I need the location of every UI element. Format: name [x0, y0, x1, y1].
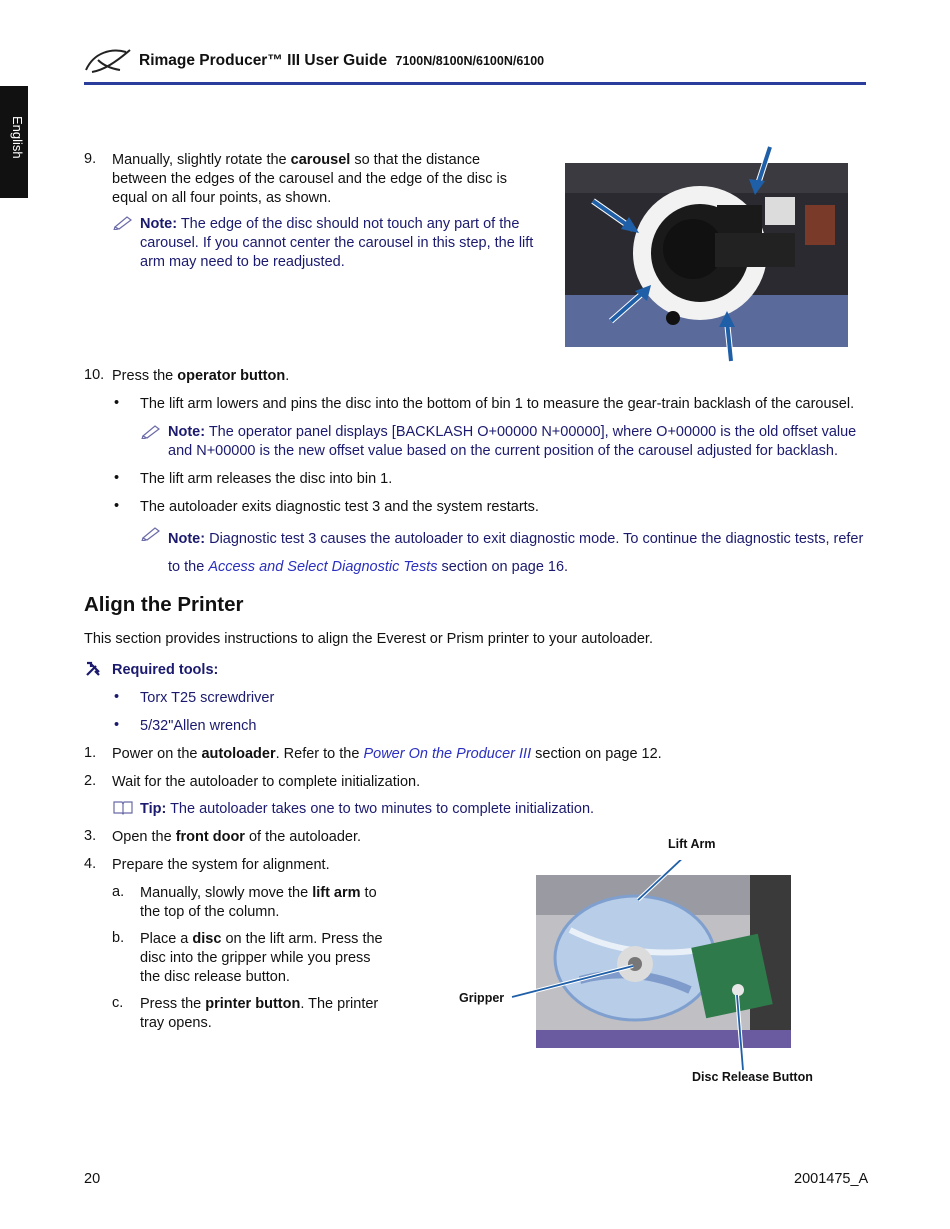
header-models: 7100N/8100N/6100N/6100 [395, 54, 545, 68]
header-title: Rimage Producer™ III User Guide 7100N/8100N/6100N/6100 [139, 52, 545, 69]
pencil-icon [141, 525, 161, 541]
note-diagnostic-exit: Note: Diagnostic test 3 causes the autoloader to exit diagnostic mode. To continue the diagnostic tests, refer to the Access and Select Diagnostic Tests section on page 16. [168, 531, 864, 575]
tip-initialization: Tip: The autoloader takes one to two minutes to complete initialization. [140, 801, 595, 817]
note-backlash: Note: The operator panel displays [BACKLASH O+00000 N+00000], where O+00000 is the old offset value and N+00000 is the new offset value based on the current position of the carousel adjusted for backlash. [168, 424, 857, 459]
bullet: • [114, 498, 120, 514]
note-step-9: Note: The edge of the disc should not touch any part of the carousel. If you cannot center the carousel in this step, the lift arm may need to be readjusted. [140, 216, 534, 270]
substep-letter: c. [112, 995, 124, 1011]
section-heading: Align the Printer [84, 593, 244, 616]
required-tools-label: Required tools: [112, 662, 219, 678]
bullet: • [114, 395, 120, 411]
step-number: 3. [84, 828, 97, 844]
step-2-text: Wait for the autoloader to complete initialization. [112, 774, 421, 790]
language-tab [0, 86, 28, 198]
step-number: 4. [84, 856, 97, 872]
substep-letter: a. [112, 884, 125, 900]
book-icon [113, 799, 133, 815]
bullet: • [114, 689, 120, 705]
callout-disc-release-button: Disc Release Button [692, 1070, 813, 1084]
callout-gripper: Gripper [459, 991, 505, 1005]
callout-lift-arm: Lift Arm [668, 837, 716, 851]
tools-icon [84, 660, 102, 678]
bullet: • [114, 717, 120, 733]
tool-item: Torx T25 screwdriver [140, 690, 275, 706]
section-intro: This section provides instructions to align the Everest or Prism printer to your autoloader. [84, 631, 653, 647]
access-diagnostic-link[interactable]: Access and Select Diagnostic Tests [208, 559, 438, 575]
document-number: 2001475_A [794, 1171, 869, 1187]
page-number: 20 [84, 1171, 101, 1187]
step-10-text: Press the operator button. [112, 368, 290, 384]
carousel-photo [565, 145, 855, 363]
bullet: • [114, 470, 120, 486]
step-number: 9. [84, 151, 97, 167]
step-9-text: Manually, slightly rotate the carousel so that the distance between the edges of the carousel and the edge of the disc is equal on all four points, as shown. [112, 152, 507, 206]
pencil-icon [113, 214, 133, 230]
language-tab-label: English [10, 116, 25, 159]
substep-letter: b. [112, 930, 125, 946]
substep-a-text: Manually, slowly move the lift arm to the top of the column. [140, 885, 377, 920]
step-number: 10. [84, 367, 105, 383]
step-4-text: Prepare the system for alignment. [112, 857, 330, 873]
step-1-text: Power on the autoloader. Refer to the Power On the Producer III section on page 12. [112, 746, 662, 762]
power-on-link[interactable]: Power On the Producer III [363, 746, 532, 762]
step-number: 2. [84, 773, 97, 789]
rimage-logo [82, 46, 134, 76]
header-rule [84, 82, 866, 85]
pencil-icon [141, 423, 161, 439]
substep-c-text: Press the printer button. The printer tray opens. [140, 996, 379, 1031]
step-3-text: Open the front door of the autoloader. [112, 829, 362, 845]
step-number: 1. [84, 745, 97, 761]
substep-b-text: Place a disc on the lift arm. Press the disc into the gripper while you press the disc release button. [140, 931, 383, 985]
step-10-bullet-2: The lift arm releases the disc into bin 1. [140, 471, 393, 487]
step-10-bullet-3: The autoloader exits diagnostic test 3 and the system restarts. [140, 499, 539, 515]
tool-item: 5/32"Allen wrench [140, 718, 257, 734]
step-10-bullet-1: The lift arm lowers and pins the disc into the bottom of bin 1 to measure the gear-train backlash of the carousel. [140, 396, 855, 412]
lift-arm-photo [450, 860, 820, 1080]
